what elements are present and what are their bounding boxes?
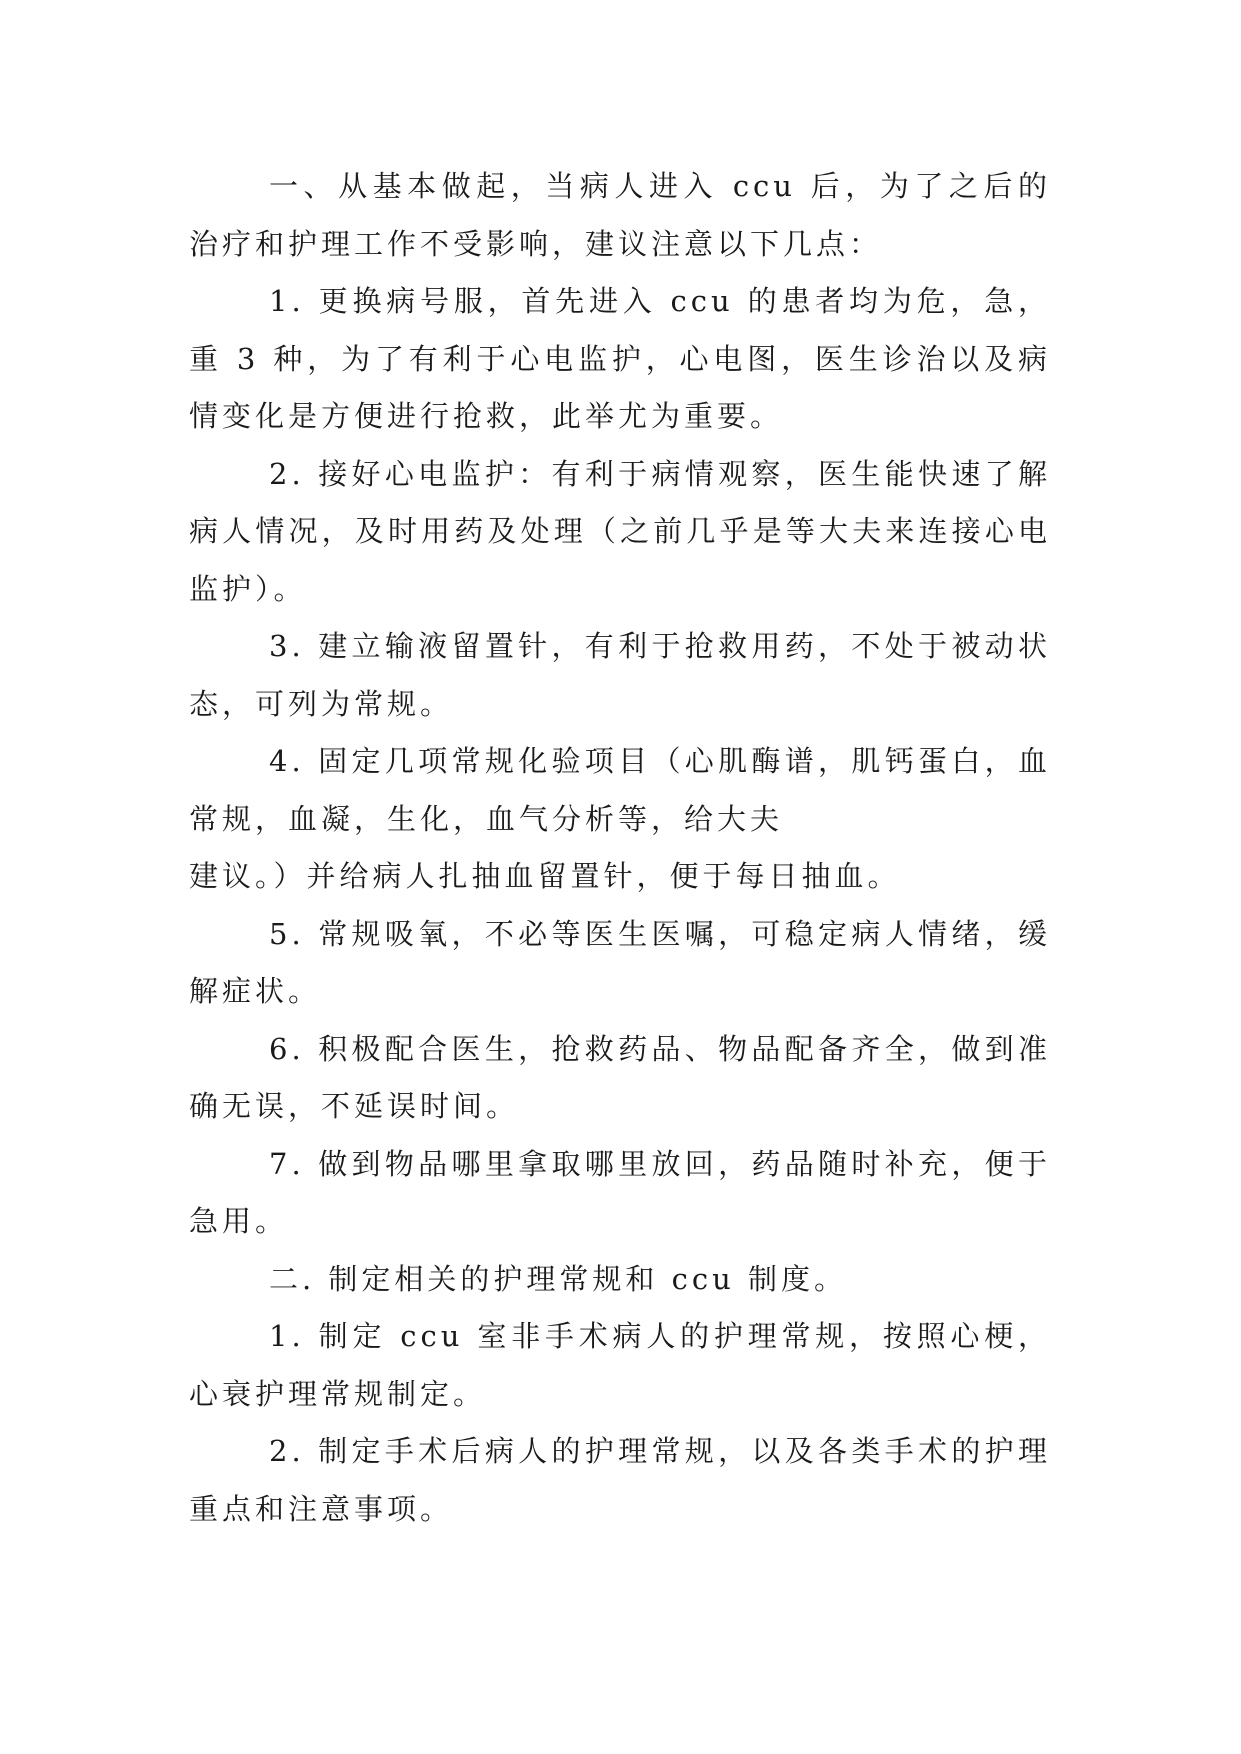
item-1-1: 1. 更换病号服，首先进入 ccu 的患者均为危，急，重 3 种，为了有利于心电监护，心电图，医生诊治以及病情变化是方便进行抢救，此举尤为重要。 bbox=[189, 284, 1051, 433]
item-2-2: 2. 制定手术后病人的护理常规，以及各类手术的护理重点和注意事项。 bbox=[189, 1434, 1051, 1526]
item-2-1: 1. 制定 ccu 室非手术病人的护理常规，按照心梗，心衰护理常规制定。 bbox=[189, 1319, 1051, 1411]
item-1-4-continued: 建议。）并给病人扎抽血留置针，便于每日抽血。 bbox=[189, 859, 901, 893]
document-body bbox=[189, 158, 1051, 1538]
item-1-7: 7. 做到物品哪里拿取哪里放回，药品随时补充，便于急用。 bbox=[189, 1146, 1051, 1238]
section-1-intro: 一、从基本做起，当病人进入 ccu 后，为了之后的治疗和护理工作不受影响，建议注意以下几点： bbox=[189, 169, 1051, 261]
item-1-3: 3. 建立输液留置针，有利于抢救用药，不处于被动状态，可列为常规。 bbox=[189, 629, 1051, 721]
section-2-heading: 二. 制定相关的护理常规和 ccu 制度。 bbox=[269, 1261, 848, 1296]
item-1-2: 2. 接好心电监护：有利于病情观察，医生能快速了解病人情况，及时用药及处理（之前几乎是等大夫来连接心电监护）。 bbox=[189, 456, 1051, 606]
item-1-4: 4. 固定几项常规化验项目（心肌酶谱，肌钙蛋白，血常规，血凝，生化，血气分析等，给大夫 bbox=[189, 744, 1051, 836]
item-1-6: 6. 积极配合医生，抢救药品、物品配备齐全，做到准确无误，不延误时间。 bbox=[189, 1031, 1051, 1123]
item-1-5: 5. 常规吸氧，不必等医生医嘱，可稳定病人情绪，缓解症状。 bbox=[189, 916, 1051, 1008]
